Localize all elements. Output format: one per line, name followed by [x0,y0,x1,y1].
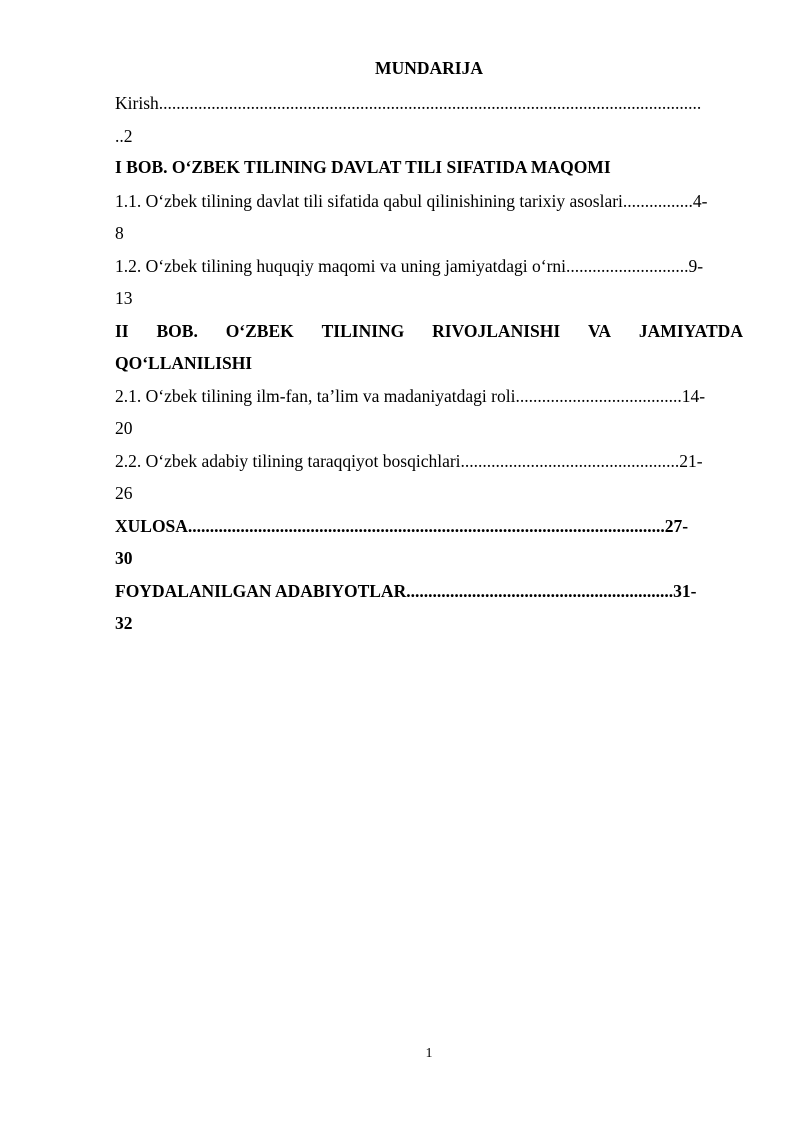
heading-word: BOB. [156,321,198,341]
heading-word: TILINING [321,321,405,341]
heading-word: II [115,321,129,341]
heading-word: JAMIYATDA [638,321,743,341]
toc-chapter-1-heading: I BOB. O‘ZBEK TILINING DAVLAT TILI SIFATIDA MAQOMI [115,157,611,177]
toc-entry-2-1: 2.1. O‘zbek tilining ilm-fan, ta’lim va madaniyatdagi roli......................................14- [115,386,706,406]
heading-word: O‘ZBEK [225,321,294,341]
page-title: MUNDARIJA [375,58,483,78]
toc-entry-1-2: 1.2. O‘zbek tilining huquqiy maqomi va uning jamiyatdagi o‘rni............................9- [115,256,704,276]
toc-entry-2-2: 2.2. O‘zbek adabiy tilining taraqqiyot bosqichlari..................................................21- [115,451,703,471]
toc-entry-references-page: 32 [115,613,133,633]
toc-entry-1-1: 1.1. O‘zbek tilining davlat tili sifatida qabul qilinishining tarixiy asoslari................4- [115,191,708,211]
toc-entry-conclusion-page: 30 [115,548,133,568]
page-number: 1 [425,1046,433,1061]
heading-word: RIVOJLANISHI [432,321,561,341]
toc-entry-1-2-page: 13 [115,288,133,308]
toc-entry-2-2-page: 26 [115,483,133,503]
toc-entry-intro-page: ..2 [115,126,133,146]
toc-entry-intro: Kirish............................................................................................................................ [115,93,702,113]
toc-entry-references: FOYDALANILGAN ADABIYOTLAR.............................................................31- [115,581,697,601]
toc-chapter-2-heading-cont: QO‘LLANILISHI [115,353,253,373]
toc-entry-1-1-page: 8 [115,223,124,243]
toc-entry-conclusion: XULOSA.............................................................................................................27- [115,516,689,536]
toc-entry-2-1-page: 20 [115,418,133,438]
heading-word: VA [588,321,612,341]
toc-chapter-2-heading [115,320,743,342]
